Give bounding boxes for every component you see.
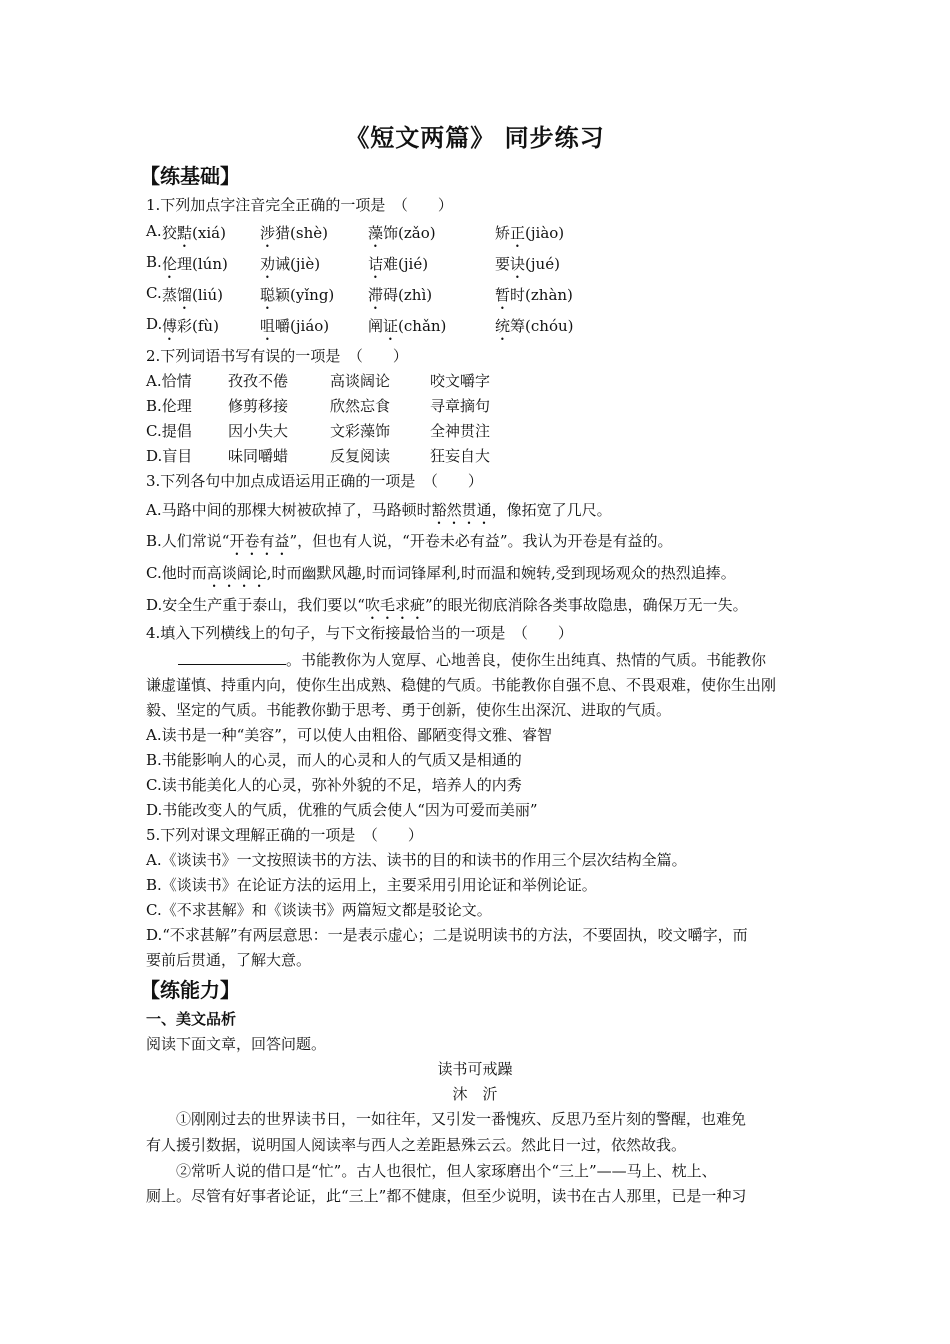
emphasized-char: 咀 [260, 317, 276, 335]
q2-option-row [146, 395, 646, 415]
article-title: 读书可戒躁 [437, 1060, 513, 1078]
pinyin: (chóu) [525, 317, 574, 335]
q2-option-label-word: A.恰情 [146, 372, 192, 390]
pinyin: (zhàn) [525, 286, 573, 304]
emphasized-idiom: 高谈阔论 [206, 564, 267, 582]
q3-option-c: C.他时而高谈阔论,时而幽默风趣,时而词锋犀利,时而温和婉转,受到现场观众的热烈追捧。 [146, 564, 736, 582]
emphasized-char: 暂 [495, 286, 511, 304]
q4-option-a: A.读书是一种“美容”，可以使人由粗俗、鄙陋变得文雅、睿智 [146, 726, 552, 744]
q2-option-row [146, 445, 646, 465]
q1-option-row: D. 傅彩(fù) 咀嚼(jiáo) 阐证(chǎn) 统筹(chóu) [146, 315, 746, 335]
q2-option-label-word: C.提倡 [146, 422, 192, 440]
article-author: 沐 沂 [452, 1085, 498, 1103]
section-basic-heading: 【练基础】 [140, 164, 240, 188]
emphasized-char: 藻 [368, 224, 384, 242]
q2-word: 反复阅读 [330, 447, 391, 465]
emphasized-char: 馏 [177, 286, 193, 304]
q2-word: 全神贯注 [430, 422, 491, 440]
emphasized-char: 聪 [260, 286, 276, 304]
q4-stem: 4.填入下列横线上的句子，与下文衔接最恰当的一项是 （ ） [146, 624, 573, 642]
q2-word: 高谈阔论 [330, 372, 391, 390]
q4-option-d: D.书能改变人的气质，优雅的气质会使人“因为可爱而美丽” [146, 801, 538, 819]
pinyin: (zhì) [398, 286, 433, 304]
emphasized-char: 诀 [510, 255, 526, 273]
q1-word: 傅彩(fù) [162, 317, 219, 335]
pinyin: (fù) [192, 317, 219, 335]
part1-heading: 一、美文品析 [146, 1010, 237, 1028]
article-paragraph-2: ②常听人说的借口是“忙”。古人也很忙，但人家琢磨出个“三上”——马上、枕上、 [176, 1162, 717, 1180]
q2-word: 味同嚼蜡 [228, 447, 289, 465]
q4-option-c: C.读书能美化人的心灵，弥补外貌的不足，培养人的内秀 [146, 776, 522, 794]
q1-word: 诘难(jié) [368, 255, 429, 273]
pinyin: (xiá) [192, 224, 226, 242]
q2-word: 孜孜不倦 [228, 372, 289, 390]
reading-instruction: 阅读下面文章，回答问题。 [146, 1035, 327, 1053]
pinyin: (liú) [192, 286, 223, 304]
pinyin: (jué) [525, 255, 560, 273]
q1-word: 统筹(chóu) [495, 317, 574, 335]
emphasized-char: 证 [383, 317, 399, 335]
emphasized-char: 伦 [162, 255, 178, 273]
q1-word: 狡黠(xiá) [162, 224, 226, 242]
emphasized-idiom: 豁然贯通 [431, 501, 492, 519]
q1-word: 暂时(zhàn) [495, 286, 573, 304]
pinyin: (jiáo) [290, 317, 330, 335]
q1-word: 咀嚼(jiáo) [260, 317, 330, 335]
q3-option-b: B.人们常说“开卷有益”，但也有人说，“开卷未必有益”。我认为开卷是有益的。 [146, 532, 673, 550]
q1-word: 要诀(jué) [495, 255, 560, 273]
q1-option-row: C. 蒸馏(liú) 聪颖(yǐng) 滞碍(zhì) 暂时(zhàn) [146, 284, 746, 304]
emphasized-idiom: 开卷有益 [229, 532, 290, 550]
fill-blank [178, 650, 286, 665]
emphasized-char: 黠 [177, 224, 193, 242]
q1-word: 藻饰(zǎo) [368, 224, 436, 242]
q5-option-d: D.“不求甚解”有两层意思：一是表示虚心；二是说明读书的方法，不要固执，咬文嚼字，而 [146, 926, 748, 944]
pinyin: (shè) [290, 224, 328, 242]
q1-word: 矫正(jiào) [495, 224, 565, 242]
q2-word: 咬文嚼字 [430, 372, 491, 390]
q4-option-b: B.书能影响人的心灵，而人的心灵和人的气质又是相通的 [146, 751, 522, 769]
pinyin: (jiè) [290, 255, 321, 273]
q1-word: 涉猎(shè) [260, 224, 328, 242]
q1-option-row: B. 伦理(lún) 劝诫(jiè) 诘难(jié) 要诀(jué) [146, 253, 746, 273]
emphasized-char: 滞 [368, 286, 384, 304]
pinyin: (jié) [398, 255, 429, 273]
q2-option-label-word: D.盲目 [146, 447, 193, 465]
q5-option-b: B.《谈读书》在论证方法的运用上，主要采用引用论证和举例论证。 [146, 876, 597, 894]
q1-word: 蒸馏(liú) [162, 286, 223, 304]
pinyin: (jiào) [525, 224, 565, 242]
q5-option-c: C.《不求甚解》和《谈读书》两篇短文都是驳论文。 [146, 901, 492, 919]
q2-word: 寻章摘句 [430, 397, 491, 415]
emphasized-char: 涉 [260, 224, 276, 242]
q5-option-a: A.《谈读书》一文按照读书的方法、读书的目的和读书的作用三个层次结构全篇。 [146, 851, 687, 869]
q2-stem: 2.下列词语书写有误的一项是 （ ） [146, 347, 408, 365]
q1-word: 滞碍(zhì) [368, 286, 433, 304]
pinyin: (chǎn) [398, 317, 447, 335]
q3-stem: 3.下列各句中加点成语运用正确的一项是 （ ） [146, 472, 483, 490]
emphasized-idiom: 吹毛求疵 [364, 596, 425, 614]
q2-word: 因小失大 [228, 422, 289, 440]
pinyin: (yǐng) [290, 286, 335, 304]
emphasized-char: 正 [510, 224, 526, 242]
q1-word: 阐证(chǎn) [368, 317, 447, 335]
q2-option-row [146, 370, 646, 390]
q1-word: 聪颖(yǐng) [260, 286, 335, 304]
article-paragraph-2-cont: 厕上。尽管有好事者论证，此“三上”都不健康，但至少说明，读书在古人那里，已是一种习 [146, 1187, 747, 1205]
emphasized-char: 诘 [368, 255, 384, 273]
section-ability-heading: 【练能力】 [140, 978, 240, 1002]
q1-option-row: A. 狡黠(xiá) 涉猎(shè) 藻饰(zǎo) 矫正(jiào) [146, 222, 746, 242]
q5-option-d-cont: 要前后贯通，了解大意。 [146, 951, 312, 969]
article-paragraph-1: ①刚刚过去的世界读书日，一如往年，又引发一番愧疚、反思乃至片刻的警醒，也难免 [176, 1110, 747, 1128]
emphasized-char: 统 [495, 317, 511, 335]
emphasized-char: 傅 [162, 317, 178, 335]
q2-option-label-word: B.伦理 [146, 397, 192, 415]
q2-word: 狂妄自大 [430, 447, 491, 465]
q1-word: 伦理(lún) [162, 255, 228, 273]
q4-passage-line-2: 谦虚谨慎、持重内向，使你生出成熟、稳健的气质。书能教你自强不息、不畏艰难，使你生出刚 [146, 676, 777, 694]
q5-stem: 5.下列对课文理解正确的一项是 （ ） [146, 826, 423, 844]
q4-passage-line-1: 。书能教你为人宽厚、心地善良，使你生出纯真、热情的气质。书能教你 [178, 649, 766, 670]
page-title: 《短文两篇》 同步练习 [345, 123, 605, 152]
q4-passage-line-3: 毅、坚定的气质。书能教你勤于思考、勇于创新，使你生出深沉、进取的气质。 [146, 701, 672, 719]
q2-option-row [146, 420, 646, 440]
pinyin: (zǎo) [398, 224, 436, 242]
q2-word: 欣然忘食 [330, 397, 391, 415]
q2-word: 文彩藻饰 [330, 422, 391, 440]
emphasized-char: 劝 [260, 255, 276, 273]
article-paragraph-1-cont: 有人援引数据，说明国人阅读率与西人之差距悬殊云云。然此日一过，依然故我。 [146, 1136, 687, 1154]
pinyin: (lún) [192, 255, 228, 273]
q3-option-d: D.安全生产重于泰山，我们要以“吹毛求疵”的眼光彻底消除各类事故隐患，确保万无一失。 [146, 596, 748, 614]
q1-word: 劝诫(jiè) [260, 255, 321, 273]
q3-option-a: A.马路中间的那棵大树被砍掉了，马路顿时豁然贯通，像拓宽了几尺。 [146, 501, 612, 519]
q2-word: 修剪移接 [228, 397, 289, 415]
q1-stem: 1.下列加点字注音完全正确的一项是 （ ） [146, 196, 453, 214]
